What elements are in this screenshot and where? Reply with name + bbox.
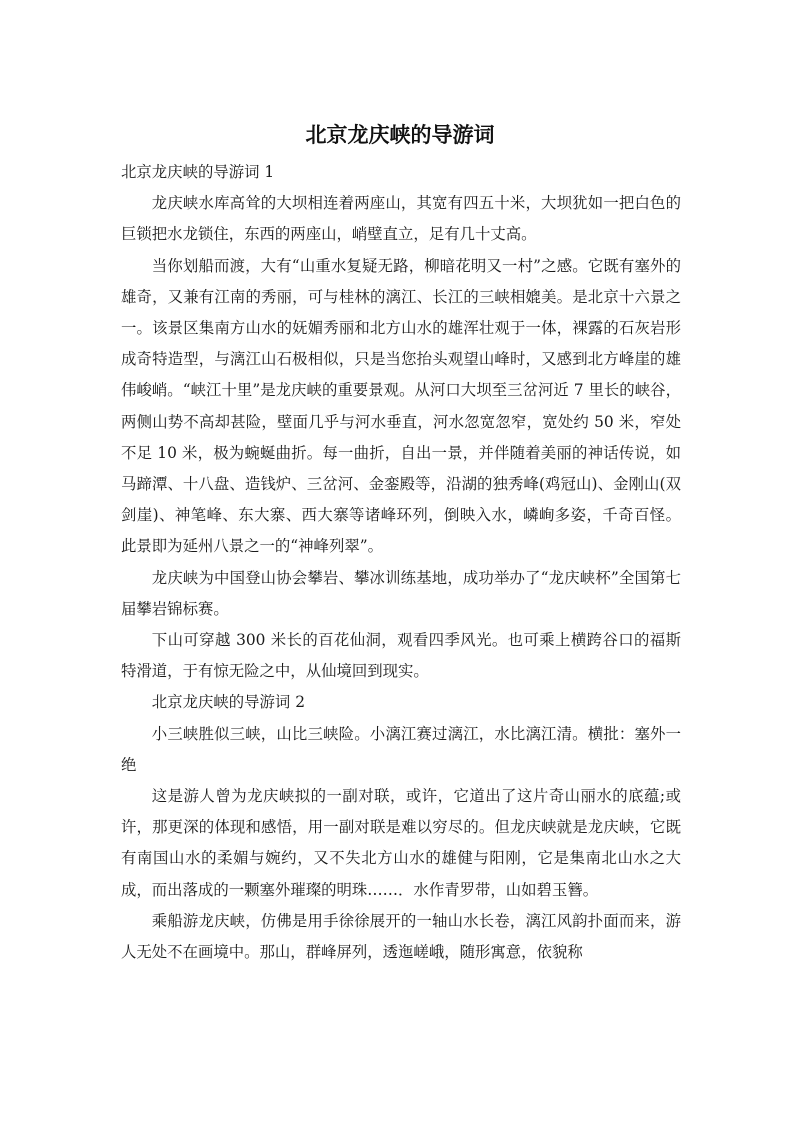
paragraph: 这是游人曾为龙庆峡拟的一副对联，或许，它道出了这片奇山丽水的底蕴;或许，那更深的体现和感悟，用一副对联是难以穷尽的。但龙庆峡就是龙庆峡，它既有南国山水的柔媚与婉约，又不失北方山水的雄健与阳刚，它是集南北山水之大成，而出落成的一颗塞外璀璨的明珠……．水作青罗带，山如碧玉簪。 xyxy=(121,787,681,899)
document-body xyxy=(121,157,681,968)
paragraph: 小三峡胜似三峡，山比三峡险。小漓江赛过漓江，水比漓江清。横批：塞外一绝 xyxy=(121,724,681,774)
paragraph: 北京龙庆峡的导游词 2 xyxy=(151,693,305,712)
paragraph: 龙庆峡水库高耸的大坝相连着两座山，其宽有四五十米，大坝犹如一把白色的巨锁把水龙锁住，东西的两座山，峭壁直立，足有几十丈高。 xyxy=(121,194,681,244)
paragraph: 北京龙庆峡的导游词 1 xyxy=(121,163,275,181)
paragraph: 下山可穿越 300 米长的百花仙洞，观看四季风光。也可乘上横跨谷口的福斯特滑道，于有惊无险之中，从仙境回到现实。 xyxy=(121,631,681,681)
paragraph: 龙庆峡为中国登山协会攀岩、攀冰训练基地，成功举办了“龙庆峡杯”全国第七届攀岩锦标赛。 xyxy=(121,568,681,618)
document-title: 北京龙庆峡的导游词 xyxy=(305,123,495,147)
paragraph: 乘船游龙庆峡，仿佛是用手徐徐展开的一轴山水长卷，漓江风韵扑面而来，游人无处不在画境中。那山，群峰屏列，透迤嵯峨，随形寓意，依貌称 xyxy=(121,911,681,962)
paragraph: 当你划船而渡，大有“山重水复疑无路，柳暗花明又一村”之感。它既有塞外的雄奇，又兼有江南的秀丽，可与桂林的漓江、长江的三峡相媲美。是北京十六景之一。该景区集南方山水的妩媚秀丽和北方山水的雄浑壮观于一体，裸露的石灰岩形成奇特造型，与漓江山石极相似，只是当您抬头观望山峰时，又感到北方峰崖的雄伟峻峭。“峡江十里”是龙庆峡的重要景观。从河口大坝至三岔河近 7 里长的峡谷，两侧山势不高却甚险，壁面几乎与河水垂直，河水忽宽忽窄，宽处约 50 米，窄处不足 10 米，极为蜿蜒曲折。每一曲折，自出一景，并伴随着美丽的神话传说，如马蹄潭、十八盘、造钱炉、三岔河、金銮殿等，沿湖的独秀峰(鸡冠山)、金刚山(双剑崖)、神笔峰、东大寨、西大寨等诸峰环列，倒映入水，嶙峋多姿，千奇百怪。此景即为延州八景之一的“神峰列翠”。 xyxy=(121,256,681,556)
